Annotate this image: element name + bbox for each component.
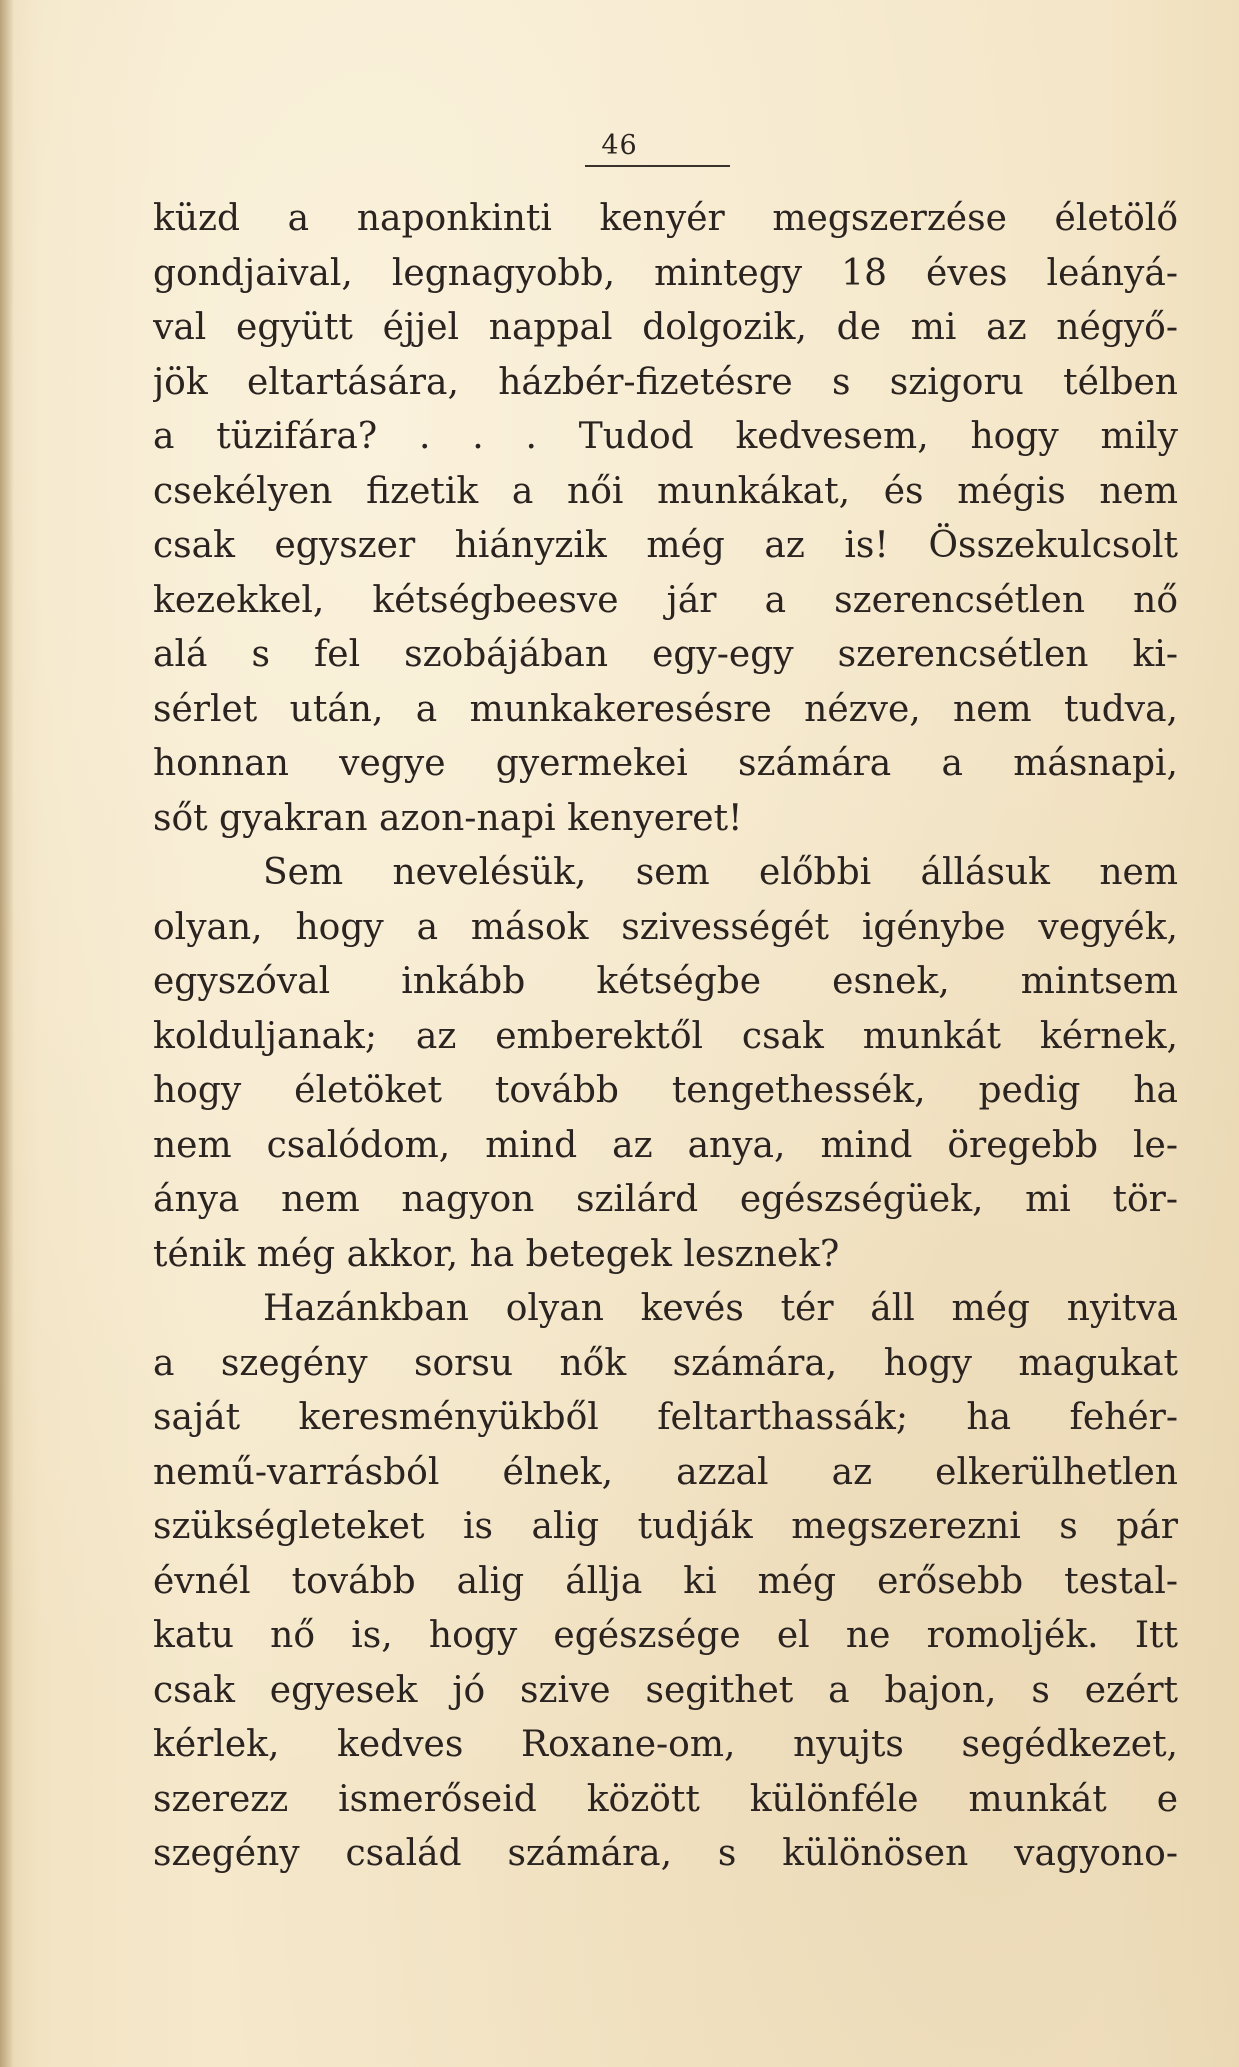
text-line: Sem nevelésük, sem előbbi állásuk nem: [263, 852, 1178, 893]
text-line: kérlek, kedves Roxane-om, nyujts segédkezet,: [153, 1724, 1178, 1765]
text-line: val együtt éjjel nappal dolgozik, de mi az négyő-: [153, 307, 1178, 348]
text-line: szerezz ismerőseid között különféle munkát e: [153, 1778, 1178, 1820]
text-line: szükségleteket is alig tudják megszerezni s pár: [153, 1506, 1178, 1547]
text-line: kezekkel, kétségbeesve jár a szerencsétlen nő: [153, 579, 1178, 621]
text-line: sérlet után, a munkakeresésre nézve, nem tudva,: [153, 688, 1178, 730]
text-line: szegény család számára, s különösen vagyono-: [153, 1833, 1178, 1874]
page-number: 46: [601, 130, 638, 161]
text-line: Hazánkban olyan kevés tér áll még nyitva: [263, 1288, 1178, 1329]
text-line: a szegény sorsu nők számára, hogy magukat: [153, 1342, 1178, 1384]
text-line: sőt gyakran azon-napi kenyeret!: [153, 797, 743, 839]
text-line: csak egyszer hiányzik még az is! Összekulcsolt: [153, 525, 1178, 566]
text-line: ánya nem nagyon szilárd egészségüek, mi tör-: [153, 1179, 1178, 1220]
text-line: gondjaival, legnagyobb, mintegy 18 éves leányá-: [153, 252, 1178, 294]
body-text: [153, 192, 1178, 1882]
text-line: a tüzifára? . . . Tudod kedvesem, hogy mily: [153, 416, 1178, 457]
text-line: olyan, hogy a mások szivességét igénybe vegyék,: [153, 906, 1178, 948]
text-line: ténik még akkor, ha betegek lesznek?: [153, 1233, 840, 1275]
text-line: honnan vegye gyermekei számára a másnapi,: [153, 743, 1178, 784]
text-line: alá s fel szobájában egy-egy szerencsétlen ki-: [153, 634, 1178, 675]
text-line: hogy életöket tovább tengethessék, pedig ha: [153, 1070, 1178, 1111]
text-line: csekélyen fizetik a női munkákat, és mégis nem: [153, 470, 1178, 512]
header-rule: [585, 165, 730, 167]
text-line: egyszóval inkább kétségbe esnek, mintsem: [153, 961, 1178, 1002]
text-line: küzd a naponkinti kenyér megszerzése életölő: [153, 198, 1178, 239]
text-line: évnél tovább alig állja ki még erősebb testal-: [153, 1560, 1178, 1602]
page-header: [0, 130, 1239, 161]
text-line: kolduljanak; az emberektől csak munkát kérnek,: [153, 1015, 1178, 1057]
text-line: katu nő is, hogy egészsége el ne romoljék. Itt: [153, 1615, 1178, 1656]
text-line: saját keresményükből feltarthassák; ha fehér-: [153, 1397, 1178, 1438]
text-line: csak egyesek jó szive segithet a bajon, s ezért: [153, 1669, 1178, 1711]
binding-edge: [0, 0, 14, 2067]
text-line: jök eltartására, házbér-fizetésre s szigoru télben: [153, 361, 1178, 403]
text-line: nemű-varrásból élnek, azzal az elkerülhetlen: [153, 1451, 1178, 1493]
text-line: nem csalódom, mind az anya, mind öregebb le-: [153, 1124, 1178, 1166]
